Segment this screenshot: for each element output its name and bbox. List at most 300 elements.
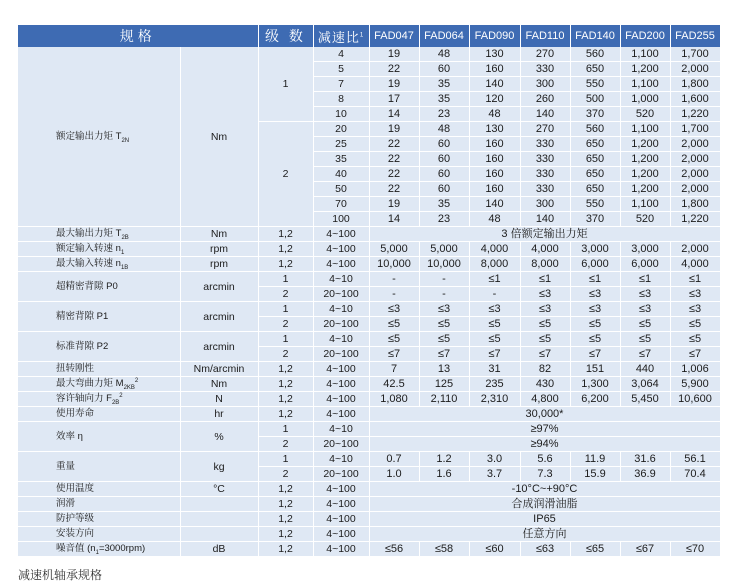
value-cell: 48 (469, 212, 520, 227)
unit-cell (180, 497, 258, 512)
value-cell: ≤3 (520, 302, 570, 317)
value-cell: ≤7 (520, 347, 570, 362)
ratio-cell: 20 (313, 122, 369, 137)
value-cell: 1,100 (620, 122, 670, 137)
value-cell: 2,000 (670, 152, 720, 167)
header-model: FAD064 (419, 25, 469, 47)
value-cell: 520 (620, 107, 670, 122)
value-cell: - (369, 287, 419, 302)
value-cell: ≤1 (469, 272, 520, 287)
unit-cell: Nm/arcmin (180, 362, 258, 377)
value-cell: 5,900 (670, 377, 720, 392)
value-cell: 31 (469, 362, 520, 377)
value-cell: 14 (369, 107, 419, 122)
ratio-cell: 8 (313, 92, 369, 107)
value-cell: 1,600 (670, 92, 720, 107)
value-cell: 60 (419, 152, 469, 167)
value-cell: 6,000 (620, 257, 670, 272)
value-cell: 550 (570, 197, 620, 212)
spec-row (18, 392, 720, 407)
stage-cell: 1 (258, 272, 313, 287)
ratio-cell: 4~100 (313, 242, 369, 257)
value-cell: 1,300 (570, 377, 620, 392)
ratio-cell: 100 (313, 212, 369, 227)
param-label: 容许轴向力 $F_{2B}^2$ (18, 392, 180, 407)
stage-cell: 2 (258, 347, 313, 362)
value-cell: 1,006 (670, 362, 720, 377)
ratio-cell: 4~100 (313, 227, 369, 242)
value-cell: ≤5 (670, 332, 720, 347)
value-cell: 370 (570, 107, 620, 122)
header-model: FAD047 (369, 25, 419, 47)
unit-cell: hr (180, 407, 258, 422)
value-cell: 2,000 (670, 182, 720, 197)
stage-cell: 1,2 (258, 392, 313, 407)
unit-cell: Nm (180, 227, 258, 242)
value-cell: 60 (419, 137, 469, 152)
ratio-cell: 70 (313, 197, 369, 212)
value-cell: 3.0 (469, 452, 520, 467)
ratio-cell: 4~100 (313, 512, 369, 527)
ratio-cell: 20~100 (313, 317, 369, 332)
section-caption: 减速机轴承规格 (18, 568, 103, 582)
unit-cell: rpm (180, 242, 258, 257)
value-cell: 650 (570, 167, 620, 182)
header-model: FAD140 (570, 25, 620, 47)
value-cell: 1.0 (369, 467, 419, 482)
value-cell: 3.7 (469, 467, 520, 482)
value-cell: ≤63 (520, 542, 570, 557)
value-cell: ≤3 (620, 287, 670, 302)
value-cell: 10,000 (369, 257, 419, 272)
param-label: 润滑 (18, 497, 180, 512)
value-cell: 1,800 (670, 197, 720, 212)
value-cell: 6,200 (570, 392, 620, 407)
spec-row (18, 422, 720, 437)
value-cell: 500 (570, 92, 620, 107)
value-cell: 140 (469, 77, 520, 92)
value-cell: 130 (469, 122, 520, 137)
param-label: 最大输入转速 $n_{1B}$ (18, 257, 180, 272)
value-cell: 1,200 (620, 137, 670, 152)
value-cell: 1,200 (620, 62, 670, 77)
value-cell: ≤1 (620, 272, 670, 287)
value-cell: ≤5 (419, 332, 469, 347)
ratio-cell: 50 (313, 182, 369, 197)
value-cell: ≤5 (520, 317, 570, 332)
value-cell: ≤56 (369, 542, 419, 557)
value-cell: 11.9 (570, 452, 620, 467)
param-label: 效率 η (18, 422, 180, 452)
value-cell: ≤7 (670, 347, 720, 362)
unit-cell: kg (180, 452, 258, 482)
header-row (18, 25, 720, 47)
ratio-cell: 4~100 (313, 407, 369, 422)
unit-cell: N (180, 392, 258, 407)
value-cell: 10,600 (670, 392, 720, 407)
unit-cell: % (180, 422, 258, 452)
header-ratio: 减速比$^1$ (313, 25, 369, 47)
stage-cell: 1,2 (258, 242, 313, 257)
stage-cell: 1 (258, 47, 313, 122)
value-cell: 1,220 (670, 212, 720, 227)
unit-cell: arcmin (180, 302, 258, 332)
value-cell: 60 (419, 182, 469, 197)
value-cell: 330 (520, 62, 570, 77)
value-cell: ≤5 (369, 332, 419, 347)
value-cell: 330 (520, 152, 570, 167)
ratio-cell: 4~100 (313, 497, 369, 512)
value-cell: ≤7 (469, 347, 520, 362)
value-cell: 2,000 (670, 242, 720, 257)
value-cell: 1,700 (670, 122, 720, 137)
ratio-cell: 35 (313, 152, 369, 167)
spec-row (18, 452, 720, 467)
value-cell: 8,000 (520, 257, 570, 272)
value-cell: ≤1 (670, 272, 720, 287)
value-cell: 1,700 (670, 47, 720, 62)
param-label: 重量 (18, 452, 180, 482)
value-cell: 160 (469, 62, 520, 77)
ratio-cell: 4~10 (313, 302, 369, 317)
value-cell: 5,000 (419, 242, 469, 257)
spec-body (18, 47, 720, 557)
value-cell: ≤5 (620, 317, 670, 332)
stage-cell: 2 (258, 437, 313, 452)
value-cell: 36.9 (620, 467, 670, 482)
value-cell: 550 (570, 77, 620, 92)
value-cell: 19 (369, 197, 419, 212)
value-cell: ≤1 (520, 272, 570, 287)
param-label: 使用寿命 (18, 407, 180, 422)
unit-cell: arcmin (180, 272, 258, 302)
value-cell: 19 (369, 47, 419, 62)
value-cell: ≤7 (570, 347, 620, 362)
unit-cell: dB (180, 542, 258, 557)
value-cell: 1,100 (620, 77, 670, 92)
param-label: 扭转刚性 (18, 362, 180, 377)
value-cell: 35 (419, 77, 469, 92)
value-cell: 370 (570, 212, 620, 227)
merged-value: 3 倍额定输出力矩 (369, 227, 720, 242)
value-cell: ≤3 (570, 302, 620, 317)
value-cell: 2,310 (469, 392, 520, 407)
value-cell: 140 (520, 107, 570, 122)
value-cell: 4,800 (520, 392, 570, 407)
value-cell: 650 (570, 182, 620, 197)
value-cell: 5,000 (369, 242, 419, 257)
value-cell: 160 (469, 137, 520, 152)
value-cell: 140 (469, 197, 520, 212)
value-cell: 14 (369, 212, 419, 227)
value-cell: 1,100 (620, 47, 670, 62)
ratio-cell: 25 (313, 137, 369, 152)
value-cell: ≤3 (419, 302, 469, 317)
merged-value: ≥97% (369, 422, 720, 437)
value-cell: 260 (520, 92, 570, 107)
value-cell: 17 (369, 92, 419, 107)
value-cell: 2,110 (419, 392, 469, 407)
param-label: 额定输出力矩 $T_{2N}$ (18, 47, 180, 227)
merged-value: -10°C~+90°C (369, 482, 720, 497)
stage-cell: 2 (258, 317, 313, 332)
torque-row (18, 47, 720, 62)
value-cell: ≤65 (570, 542, 620, 557)
merged-value: IP65 (369, 512, 720, 527)
merged-value: 30,000* (369, 407, 720, 422)
header-spec: 规格 (18, 25, 258, 47)
spec-row (18, 527, 720, 542)
value-cell: 22 (369, 152, 419, 167)
value-cell: ≤3 (620, 302, 670, 317)
merged-value: 任意方向 (369, 527, 720, 542)
param-label: 标准背隙 P2 (18, 332, 180, 362)
header-model: FAD200 (620, 25, 670, 47)
stage-cell: 1,2 (258, 497, 313, 512)
value-cell: 2,000 (670, 167, 720, 182)
value-cell: ≤7 (620, 347, 670, 362)
value-cell: ≤5 (469, 332, 520, 347)
value-cell: 1,080 (369, 392, 419, 407)
spec-row (18, 302, 720, 317)
stage-cell: 2 (258, 287, 313, 302)
value-cell: 8,000 (469, 257, 520, 272)
stage-cell: 1,2 (258, 512, 313, 527)
value-cell: 70.4 (670, 467, 720, 482)
stage-cell: 1,2 (258, 377, 313, 392)
ratio-cell: 20~100 (313, 347, 369, 362)
stage-cell: 1,2 (258, 527, 313, 542)
value-cell: 22 (369, 62, 419, 77)
value-cell: 1,100 (620, 197, 670, 212)
value-cell: ≤7 (369, 347, 419, 362)
header-model: FAD090 (469, 25, 520, 47)
value-cell: 1.2 (419, 452, 469, 467)
stage-cell: 2 (258, 122, 313, 227)
spec-row (18, 257, 720, 272)
value-cell: 1,200 (620, 167, 670, 182)
unit-cell: Nm (180, 377, 258, 392)
value-cell: ≤67 (620, 542, 670, 557)
value-cell: 22 (369, 167, 419, 182)
value-cell: ≤3 (670, 287, 720, 302)
value-cell: 22 (369, 137, 419, 152)
param-label: 使用温度 (18, 482, 180, 497)
value-cell: 7.3 (520, 467, 570, 482)
spec-row (18, 227, 720, 242)
value-cell: ≤70 (670, 542, 720, 557)
value-cell: 60 (419, 167, 469, 182)
value-cell: 160 (469, 152, 520, 167)
ratio-cell: 10 (313, 107, 369, 122)
value-cell: 13 (419, 362, 469, 377)
value-cell: 5,450 (620, 392, 670, 407)
value-cell: 23 (419, 212, 469, 227)
value-cell: 330 (520, 137, 570, 152)
value-cell: 35 (419, 197, 469, 212)
spec-row (18, 482, 720, 497)
value-cell: 270 (520, 122, 570, 137)
value-cell: ≤3 (369, 302, 419, 317)
value-cell: 23 (419, 107, 469, 122)
value-cell: 160 (469, 167, 520, 182)
ratio-cell: 4~100 (313, 542, 369, 557)
value-cell: 15.9 (570, 467, 620, 482)
value-cell: 60 (419, 62, 469, 77)
value-cell: 7 (369, 362, 419, 377)
param-label: 防护等级 (18, 512, 180, 527)
ratio-cell: 4~100 (313, 392, 369, 407)
value-cell: 1,800 (670, 77, 720, 92)
value-cell: ≤5 (369, 317, 419, 332)
value-cell: 19 (369, 122, 419, 137)
value-cell: ≤5 (419, 317, 469, 332)
unit-cell: rpm (180, 257, 258, 272)
value-cell: 1,220 (670, 107, 720, 122)
param-label: 超精密背隙 P0 (18, 272, 180, 302)
spec-row (18, 407, 720, 422)
value-cell: 48 (419, 122, 469, 137)
header-model: FAD110 (520, 25, 570, 47)
value-cell: 330 (520, 182, 570, 197)
value-cell: 3,000 (620, 242, 670, 257)
value-cell: 10,000 (419, 257, 469, 272)
param-label: 最大输出力矩 $T_{2B}$ (18, 227, 180, 242)
spec-row (18, 272, 720, 287)
spec-row (18, 242, 720, 257)
unit-cell: °C (180, 482, 258, 497)
value-cell: 56.1 (670, 452, 720, 467)
value-cell: 650 (570, 152, 620, 167)
value-cell: ≤5 (520, 332, 570, 347)
value-cell: ≤3 (570, 287, 620, 302)
value-cell: 82 (520, 362, 570, 377)
value-cell: 270 (520, 47, 570, 62)
value-cell: ≤58 (419, 542, 469, 557)
value-cell: 4,000 (520, 242, 570, 257)
value-cell: 6,000 (570, 257, 620, 272)
spec-row (18, 362, 720, 377)
value-cell: 42.5 (369, 377, 419, 392)
stage-cell: 1,2 (258, 542, 313, 557)
value-cell: - (369, 272, 419, 287)
param-label: 最大弯曲力矩 $M_{2KB}^2$ (18, 377, 180, 392)
param-label: 噪音值 $(n_1=3000rpm)$ (18, 542, 180, 557)
value-cell: 300 (520, 197, 570, 212)
value-cell: 4,000 (670, 257, 720, 272)
value-cell: - (419, 272, 469, 287)
value-cell: ≤7 (419, 347, 469, 362)
value-cell: 235 (469, 377, 520, 392)
value-cell: 130 (469, 47, 520, 62)
value-cell: 5.6 (520, 452, 570, 467)
stage-cell: 1 (258, 452, 313, 467)
value-cell: 31.6 (620, 452, 670, 467)
value-cell: 1,200 (620, 152, 670, 167)
value-cell: 160 (469, 182, 520, 197)
ratio-cell: 7 (313, 77, 369, 92)
value-cell: - (469, 287, 520, 302)
ratio-cell: 4~10 (313, 272, 369, 287)
spec-row (18, 332, 720, 347)
ratio-cell: 40 (313, 167, 369, 182)
value-cell: 650 (570, 62, 620, 77)
value-cell: ≤3 (469, 302, 520, 317)
ratio-cell: 4~100 (313, 362, 369, 377)
spec-row (18, 512, 720, 527)
value-cell: 650 (570, 137, 620, 152)
spec-row (18, 377, 720, 392)
value-cell: 300 (520, 77, 570, 92)
stage-cell: 1,2 (258, 482, 313, 497)
value-cell: 1,000 (620, 92, 670, 107)
ratio-cell: 4~100 (313, 257, 369, 272)
value-cell: 48 (469, 107, 520, 122)
value-cell: 3,000 (570, 242, 620, 257)
value-cell: ≤60 (469, 542, 520, 557)
merged-value: 合成润滑油脂 (369, 497, 720, 512)
param-label: 额定输入转速 $n_1$ (18, 242, 180, 257)
param-label: 安装方向 (18, 527, 180, 542)
ratio-cell: 4~100 (313, 482, 369, 497)
header-stage: 级 数 (258, 25, 313, 47)
ratio-cell: 4 (313, 47, 369, 62)
ratio-cell: 4~10 (313, 422, 369, 437)
merged-value: ≥94% (369, 437, 720, 452)
value-cell: 4,000 (469, 242, 520, 257)
unit-cell: Nm (180, 47, 258, 227)
value-cell: 120 (469, 92, 520, 107)
value-cell: ≤1 (570, 272, 620, 287)
value-cell: 35 (419, 92, 469, 107)
ratio-cell: 20~100 (313, 467, 369, 482)
value-cell: 19 (369, 77, 419, 92)
value-cell: 560 (570, 47, 620, 62)
ratio-cell: 20~100 (313, 437, 369, 452)
value-cell: 440 (620, 362, 670, 377)
value-cell: 520 (620, 212, 670, 227)
stage-cell: 1 (258, 302, 313, 317)
stage-cell: 1,2 (258, 407, 313, 422)
stage-cell: 1 (258, 422, 313, 437)
value-cell: - (419, 287, 469, 302)
ratio-cell: 4~100 (313, 377, 369, 392)
stage-cell: 1,2 (258, 227, 313, 242)
value-cell: 430 (520, 377, 570, 392)
spec-table (18, 25, 721, 557)
ratio-cell: 4~100 (313, 527, 369, 542)
value-cell: 2,000 (670, 62, 720, 77)
value-cell: 22 (369, 182, 419, 197)
param-label: 精密背隙 P1 (18, 302, 180, 332)
value-cell: 125 (419, 377, 469, 392)
value-cell: ≤5 (620, 332, 670, 347)
ratio-cell: 5 (313, 62, 369, 77)
value-cell: ≤3 (520, 287, 570, 302)
value-cell: 330 (520, 167, 570, 182)
value-cell: ≤5 (670, 317, 720, 332)
unit-cell (180, 512, 258, 527)
stage-cell: 1 (258, 332, 313, 347)
value-cell: 48 (419, 47, 469, 62)
unit-cell (180, 527, 258, 542)
spec-row (18, 497, 720, 512)
unit-cell: arcmin (180, 332, 258, 362)
value-cell: 0.7 (369, 452, 419, 467)
value-cell: 2,000 (670, 137, 720, 152)
value-cell: 1.6 (419, 467, 469, 482)
value-cell: 140 (520, 212, 570, 227)
